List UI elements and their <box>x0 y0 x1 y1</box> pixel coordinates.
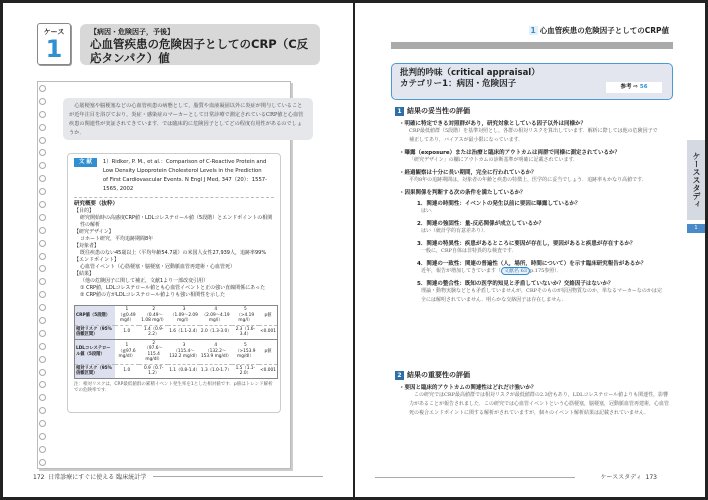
table-row <box>75 339 278 364</box>
ring-hole <box>39 214 46 221</box>
case-subtitle: 【病因・危険因子，予後】 <box>90 28 174 36</box>
footer-left <box>33 472 146 481</box>
summary-text: （他の危険因子に関して補正，文献1より一部改変引用） <box>80 278 209 284</box>
ring-hole <box>39 265 46 272</box>
answer-text: 理論・動物実験などとも矛盾していませんが，CRPそのものが原因物質なのか，単なるマーカーなのかは完全には解明されていません．明らかな交絡因子は存在しません． <box>421 288 662 303</box>
summary-text: 既往疾患のない45歳以上（平均年齢54.7歳）の米国人女性27,939人，追跡率99% <box>80 250 267 256</box>
running-title: 心血管疾患の危険因子としてのCRP値 <box>539 26 669 35</box>
table-cell: 2.0（1.3‐3.0） <box>200 325 232 339</box>
left-page <box>3 3 353 497</box>
section-validity <box>395 106 685 305</box>
case-title: 心血管疾患の危険因子としてのCRP（C反応タンパク）値 <box>90 37 309 65</box>
summary-item <box>74 243 274 257</box>
ring-hole <box>39 149 46 156</box>
ring-hole <box>39 420 46 427</box>
reference-card <box>67 153 281 413</box>
table-cell: 2 （97.6〜115.4 mg/dl） <box>139 339 168 364</box>
criterion: 3．関連の特異性：疾患があるところに要因が存在し，要因があると疾患が存在するか？ <box>417 241 636 247</box>
criterion: 4．関連の一致性：関連の普遍性（人，場所，時間について）を示す臨床研究報告があるか？ <box>417 261 647 267</box>
criterion: 2．関連の強固性：量‐反応関係が成立しているか？ <box>417 221 545 227</box>
table-cell: 1.5（1.1‐2.0） <box>232 364 259 378</box>
ring-hole <box>39 253 46 260</box>
ring-hole <box>39 227 46 234</box>
side-tab-number: 1 <box>687 224 705 233</box>
summary-item <box>74 208 274 229</box>
answer <box>421 267 665 276</box>
ring-hole <box>39 278 46 285</box>
question: ・明確に特定できる対照群があり，研究対象としている因子以外は同様か？ <box>399 121 587 127</box>
summary-title: 研究概要（抜粋） <box>74 201 119 207</box>
running-number: 1 <box>530 26 536 35</box>
case-badge-label: ケース <box>43 28 65 36</box>
header-bar <box>391 42 673 49</box>
result-2: ② CRP値の方がLDLコレステロール値よりも強い相関性を示した <box>80 292 226 298</box>
case-heading <box>80 24 320 65</box>
reference-citation: 1）Ridker, P. M., et al.：Comparison of C‐Reactive Protein and Low Density Lipoprotein Cholesterol Levels in the Prediction of First Cardiovascular Events. N Engl J Med, 347（20）：1557‐1565, 2002 <box>102 159 268 192</box>
reference-tag: 文 献 <box>74 158 97 167</box>
table-cell: 1.3（1.0‐1.7） <box>200 364 232 378</box>
table-note: 注：相対リスクは，CRP最低値群の累積イベント発生率を1とした相対値です．p値はトレンド解析での危険率です． <box>74 381 273 393</box>
table-cell: 2 （0.49〜1.08 mg/l） <box>139 306 168 326</box>
ring-hole <box>39 459 46 466</box>
answer: 平均8年の追跡期間は，対象者の年齢と疾患の特徴上，医学的に妥当でしょう．追跡率もかなり高値です． <box>409 177 647 183</box>
page-number: 173 <box>645 474 657 481</box>
footer-rule <box>375 477 575 478</box>
ring-hole <box>39 369 46 376</box>
ring-hole <box>39 433 46 440</box>
results-table <box>74 305 278 379</box>
ring-hole <box>39 446 46 453</box>
ring-hole <box>39 201 46 208</box>
right-page <box>355 3 705 497</box>
criterion: 5．関連の整合性：既知の医学的知見と矛盾していないか？交絡因子はないか？ <box>417 281 614 287</box>
question: ・曝露（exposure）または治療と臨床的アウトカムは両群で同様に測定されているか？ <box>399 150 620 156</box>
reference-page: 56 <box>639 84 648 90</box>
table-cell: p値 <box>259 306 277 326</box>
notebook-rings <box>39 85 49 472</box>
ring-hole <box>39 98 46 105</box>
ring-hole <box>39 356 46 363</box>
table-cell: 1.1（0.8‐1.4） <box>168 364 200 378</box>
summary-text: 心血管イベント（心筋梗塞・脳梗塞・冠動脈血管再建術・心血管死） <box>80 264 236 270</box>
table-cell: 5 （>4.19 mg/l） <box>232 306 259 326</box>
table-cell: p値 <box>259 339 277 364</box>
table-cell: 3 （115.4〜132.2 mg/dl） <box>168 339 200 364</box>
book-title: 日常診療にすぐに使える 臨床統計学 <box>48 474 147 481</box>
answer: 「研究デザイン」の欄にアウトカムの診断基準が明確に記載されています． <box>409 157 579 163</box>
summary-item <box>74 257 274 271</box>
table-cell: <0.001 <box>259 364 277 378</box>
appraisal-title: 批判的吟味（critical appraisal） <box>400 68 540 78</box>
question: ・要因と臨床的アウトカムの関連性はどれだけ強いか？ <box>399 385 537 391</box>
criterion: 1．関連の時間性：イベントの発生以前に要因に曝露しているか？ <box>417 201 581 207</box>
summary-item <box>74 229 274 243</box>
section-number-icon: 2 <box>395 371 404 380</box>
section-title: 結果の妥当性の評価 <box>407 107 470 115</box>
ring-hole <box>39 394 46 401</box>
summary-heading: 【エンドポイント】 <box>74 257 120 263</box>
table-cell: 2.3（1.6‐3.4） <box>232 325 259 339</box>
question: ・因果関係を判断する次の条件を満たしているか？ <box>399 190 526 196</box>
page-number: 172 <box>33 474 45 481</box>
answer: この研究ではCRP最高値群では相対リスクが最低値群の2.3倍もあり，LDLコレステロール値よりも関連性，影響力があることが報告されました．この研究では心血管イベントという心筋梗塞，脳梗塞，冠動脈血管再建術，心血管死の複合エンドポイントに関する解析がされていますが，個々のイベント解析結果は記載されていません． <box>409 392 670 416</box>
ring-hole <box>39 330 46 337</box>
answer-text: 近年，報告が増加してきています（ <box>421 268 502 274</box>
answer-text: はい． <box>421 208 437 214</box>
summary-heading: 【目的】 <box>74 208 95 214</box>
ring-hole <box>39 240 46 247</box>
section-number-icon: 1 <box>395 107 404 116</box>
footer-rule <box>153 476 323 477</box>
answer: CRP最低値群（5段階）を基準対照とし，各群の相対リスクを算出しています．解析に際しては他の危険因子で補正してあり，バイアスが最小限になっています． <box>409 128 658 143</box>
appraisal-box <box>391 63 673 100</box>
answer <box>421 227 665 236</box>
ring-hole <box>39 381 46 388</box>
appraisal-category: カテゴリー1：病因・危険因子 <box>400 79 517 89</box>
summary-text: コホート研究，平均追跡期間8年 <box>80 236 154 242</box>
side-tab[interactable]: ケーススタディ <box>687 140 705 220</box>
ring-hole <box>39 407 46 414</box>
answer <box>421 287 665 305</box>
case-badge-number: 1 <box>45 35 63 63</box>
intro-text: 心筋梗塞や脳梗塞などの心血管疾患の病態として，脂質や血液凝固以外に炎症が関与していることが近年注目を浴びており，炎症・感染症のマーカーとして日常診療で測定されているCRP値と心血管疾患の関連性が実証されてきています．では臨床的に危険因子としてどの程度有用性があるのでしょうか． <box>63 98 313 140</box>
ring-hole <box>39 343 46 350</box>
table-cell: 1 （≦0.49 mg/l） <box>115 306 140 326</box>
case-badge <box>37 23 71 65</box>
summary-item <box>74 271 274 285</box>
answer <box>421 207 665 216</box>
answer-text: p.175参照）． <box>529 268 562 274</box>
table-cell: 4 （2.09〜4.19 mg/l） <box>201 307 230 323</box>
ring-hole <box>39 124 46 131</box>
summary-heading: 【対象者】 <box>74 243 100 249</box>
ring-hole <box>39 304 46 311</box>
section-importance <box>395 370 685 418</box>
answer-text: はい（統計学的有意差あり）． <box>421 228 489 234</box>
table-cell: 5 （>153.9 mg/dl） <box>232 339 259 364</box>
reference-highlight[interactable]: 文献名 63 <box>501 267 530 275</box>
ring-hole <box>39 175 46 182</box>
answer <box>421 247 665 256</box>
ring-hole <box>39 111 46 118</box>
ring-hole <box>39 291 46 298</box>
ring-hole <box>39 137 46 144</box>
row-header: 相対リスク（95%信頼区間） <box>75 325 115 339</box>
table-cell: 0.9（0.7‐1.2） <box>139 364 168 378</box>
table-cell: 1.0 <box>115 364 140 378</box>
row-header: 相対リスク（95%信頼区間） <box>75 364 115 378</box>
table-cell: <0.001 <box>259 325 277 339</box>
question: ・経過観察は十分に長い期間，完全に行われているか？ <box>399 170 537 176</box>
running-header <box>529 25 670 36</box>
result-1: ① CRP値，LDLコレステロール値とも心血管イベントと正の強い直線関係にあった <box>80 285 266 291</box>
ring-hole <box>39 188 46 195</box>
summary-heading: 【研究デザイン】 <box>74 229 114 235</box>
ring-hole <box>39 317 46 324</box>
table-row <box>75 325 278 339</box>
table-row <box>75 364 278 378</box>
summary-text: 研究開始時の高感度CRP値・LDLコレステロール値（5段階）とエンドポイントの相関性の解析 <box>80 215 273 228</box>
ring-hole <box>39 162 46 169</box>
table-cell: 1.4（0.9‐2.2） <box>139 325 168 339</box>
table-cell: 4 （132.2〜153.9 mg/dl） <box>200 339 232 364</box>
table-cell: 1.6（1.1‐2.4） <box>168 325 200 339</box>
answer-text: 一般に，CRP自体は非特異的な検査です． <box>421 248 517 254</box>
table-row <box>75 306 278 326</box>
section-title: 結果の重要性の評価 <box>407 371 470 379</box>
row-header: LDLコレステロール値（5段階） <box>75 339 115 364</box>
reference-link[interactable]: 参考 ⇨ 56 <box>606 82 662 93</box>
reference-label: 参考 <box>620 84 632 90</box>
footer-right <box>600 472 657 481</box>
table-cell: 1 （≦97.6 mg/dl） <box>115 339 140 364</box>
study-summary <box>74 197 274 299</box>
table-cell: 1.0 <box>115 325 140 339</box>
table-cell: 3 （1.09〜2.09 mg/l） <box>170 307 198 323</box>
summary-heading: 【結果】 <box>74 271 95 277</box>
row-header: CRP値（5段階） <box>75 306 115 326</box>
footer-label: ケーススタディ <box>600 474 642 481</box>
ring-hole <box>39 85 46 92</box>
